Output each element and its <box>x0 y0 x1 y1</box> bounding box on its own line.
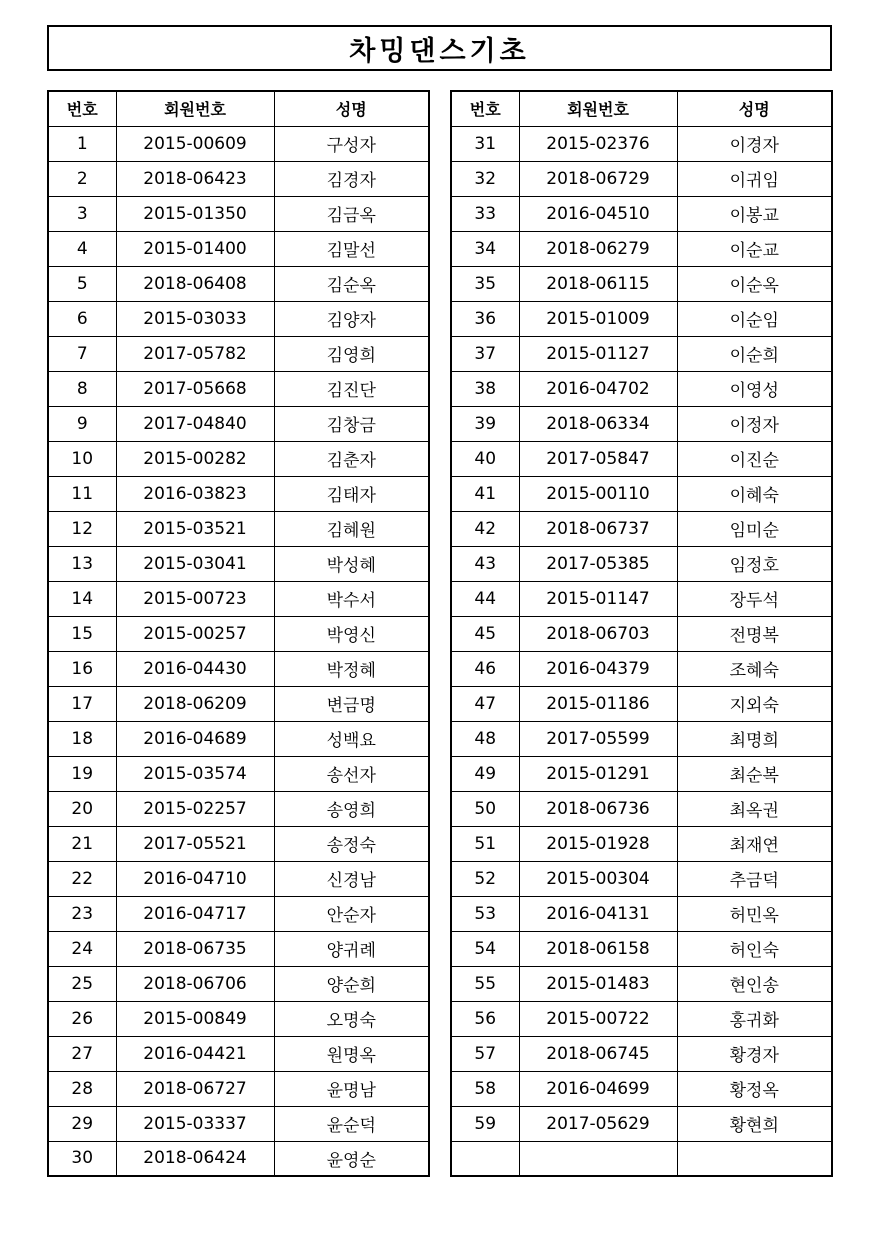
cell-no: 10 <box>48 441 116 476</box>
cell-no: 8 <box>48 371 116 406</box>
table-header-row <box>48 91 429 126</box>
cell-no: 6 <box>48 301 116 336</box>
cell-member-id: 2017-05668 <box>116 371 274 406</box>
cell-member-id: 2017-05599 <box>519 721 677 756</box>
cell-member-id: 2016-04379 <box>519 651 677 686</box>
table-row <box>451 1071 832 1106</box>
cell-name: 김경자 <box>274 161 429 196</box>
table-row <box>48 301 429 336</box>
cell-member-id: 2018-06727 <box>116 1071 274 1106</box>
table-row <box>48 1001 429 1036</box>
cell-name: 송영희 <box>274 791 429 826</box>
cell-no: 9 <box>48 406 116 441</box>
table-row <box>451 1106 832 1141</box>
cell-name: 이봉교 <box>677 196 832 231</box>
cell-name: 김춘자 <box>274 441 429 476</box>
table-row <box>451 1141 832 1176</box>
cell-no: 11 <box>48 476 116 511</box>
cell-member-id: 2016-04717 <box>116 896 274 931</box>
cell-member-id: 2018-06736 <box>519 791 677 826</box>
table-row <box>48 826 429 861</box>
table-header-row <box>451 91 832 126</box>
cell-member-id: 2017-05521 <box>116 826 274 861</box>
table-row <box>48 231 429 266</box>
cell-member-id: 2015-00110 <box>519 476 677 511</box>
cell-member-id: 2015-00609 <box>116 126 274 161</box>
cell-no: 13 <box>48 546 116 581</box>
table-row <box>48 756 429 791</box>
table-row <box>48 511 429 546</box>
cell-member-id: 2015-03033 <box>116 301 274 336</box>
cell-name: 최옥권 <box>677 791 832 826</box>
table-row <box>48 476 429 511</box>
table-row <box>451 931 832 966</box>
cell-name: 최명희 <box>677 721 832 756</box>
cell-no: 29 <box>48 1106 116 1141</box>
cell-member-id: 2016-04510 <box>519 196 677 231</box>
table-row <box>451 581 832 616</box>
cell-no: 19 <box>48 756 116 791</box>
table-row <box>48 861 429 896</box>
cell-no: 34 <box>451 231 519 266</box>
table-row <box>48 721 429 756</box>
cell-member-id: 2018-06745 <box>519 1036 677 1071</box>
cell-no: 31 <box>451 126 519 161</box>
table-row <box>451 441 832 476</box>
cell-member-id: 2015-01291 <box>519 756 677 791</box>
cell-no: 41 <box>451 476 519 511</box>
cell-member-id: 2015-01350 <box>116 196 274 231</box>
cell-member-id: 2018-06424 <box>116 1141 274 1176</box>
cell-name: 황경자 <box>677 1036 832 1071</box>
table-row <box>48 196 429 231</box>
table-row <box>451 511 832 546</box>
table-row <box>451 1036 832 1071</box>
cell-member-id: 2016-04702 <box>519 371 677 406</box>
table-row <box>451 1001 832 1036</box>
cell-no: 56 <box>451 1001 519 1036</box>
cell-no: 45 <box>451 616 519 651</box>
cell-name: 이영성 <box>677 371 832 406</box>
cell-member-id: 2015-03041 <box>116 546 274 581</box>
cell-no: 48 <box>451 721 519 756</box>
cell-name: 이순희 <box>677 336 832 371</box>
cell-member-id: 2017-05629 <box>519 1106 677 1141</box>
table-row <box>48 616 429 651</box>
cell-name: 김진단 <box>274 371 429 406</box>
cell-name: 이귀임 <box>677 161 832 196</box>
cell-no: 15 <box>48 616 116 651</box>
cell-no: 7 <box>48 336 116 371</box>
cell-name: 변금명 <box>274 686 429 721</box>
cell-name: 김태자 <box>274 476 429 511</box>
cell-name: 이순교 <box>677 231 832 266</box>
cell-no: 32 <box>451 161 519 196</box>
cell-no: 27 <box>48 1036 116 1071</box>
cell-member-id: 2016-04421 <box>116 1036 274 1071</box>
table-row <box>451 126 832 161</box>
header-member-id: 회원번호 <box>116 91 274 126</box>
table-row <box>451 371 832 406</box>
cell-no: 12 <box>48 511 116 546</box>
cell-no: 36 <box>451 301 519 336</box>
cell-name: 황현희 <box>677 1106 832 1141</box>
cell-member-id <box>519 1141 677 1176</box>
cell-name: 이정자 <box>677 406 832 441</box>
cell-member-id: 2015-00257 <box>116 616 274 651</box>
cell-name: 윤명남 <box>274 1071 429 1106</box>
cell-name: 박수서 <box>274 581 429 616</box>
cell-member-id: 2018-06703 <box>519 616 677 651</box>
member-table-left <box>47 90 430 1177</box>
cell-member-id: 2018-06334 <box>519 406 677 441</box>
cell-member-id: 2015-02257 <box>116 791 274 826</box>
cell-name: 임정호 <box>677 546 832 581</box>
cell-name: 양순희 <box>274 966 429 1001</box>
cell-member-id: 2015-03337 <box>116 1106 274 1141</box>
table-row <box>451 196 832 231</box>
cell-no: 2 <box>48 161 116 196</box>
table-row <box>451 546 832 581</box>
table-row <box>48 686 429 721</box>
cell-name: 김혜원 <box>274 511 429 546</box>
table-row <box>48 931 429 966</box>
cell-no: 5 <box>48 266 116 301</box>
header-member-id: 회원번호 <box>519 91 677 126</box>
cell-name: 송정숙 <box>274 826 429 861</box>
table-row <box>48 161 429 196</box>
cell-name: 이진순 <box>677 441 832 476</box>
table-row <box>48 581 429 616</box>
table-row <box>48 1106 429 1141</box>
member-table-right <box>450 90 833 1177</box>
cell-member-id: 2017-04840 <box>116 406 274 441</box>
cell-member-id: 2018-06735 <box>116 931 274 966</box>
cell-no: 22 <box>48 861 116 896</box>
cell-no: 53 <box>451 896 519 931</box>
cell-no: 17 <box>48 686 116 721</box>
table-row <box>451 476 832 511</box>
cell-name: 김창금 <box>274 406 429 441</box>
cell-no: 26 <box>48 1001 116 1036</box>
cell-name: 이혜숙 <box>677 476 832 511</box>
table-row <box>48 371 429 406</box>
cell-no: 20 <box>48 791 116 826</box>
cell-no: 14 <box>48 581 116 616</box>
cell-name: 신경남 <box>274 861 429 896</box>
cell-name: 구성자 <box>274 126 429 161</box>
table-row <box>451 406 832 441</box>
cell-member-id: 2017-05782 <box>116 336 274 371</box>
cell-no: 18 <box>48 721 116 756</box>
cell-member-id: 2015-01147 <box>519 581 677 616</box>
table-row <box>48 336 429 371</box>
cell-name: 추금덕 <box>677 861 832 896</box>
table-row <box>48 1036 429 1071</box>
cell-member-id: 2018-06729 <box>519 161 677 196</box>
cell-no: 42 <box>451 511 519 546</box>
cell-member-id: 2018-06158 <box>519 931 677 966</box>
cell-member-id: 2016-04430 <box>116 651 274 686</box>
table-row <box>451 966 832 1001</box>
table-row <box>451 861 832 896</box>
cell-no: 38 <box>451 371 519 406</box>
cell-member-id: 2016-04710 <box>116 861 274 896</box>
cell-member-id: 2017-05385 <box>519 546 677 581</box>
cell-member-id: 2016-04699 <box>519 1071 677 1106</box>
cell-member-id: 2015-02376 <box>519 126 677 161</box>
cell-no: 39 <box>451 406 519 441</box>
cell-name: 안순자 <box>274 896 429 931</box>
cell-member-id: 2015-00282 <box>116 441 274 476</box>
cell-no: 46 <box>451 651 519 686</box>
cell-name: 박영신 <box>274 616 429 651</box>
cell-name: 김영희 <box>274 336 429 371</box>
header-no: 번호 <box>451 91 519 126</box>
cell-name: 황정옥 <box>677 1071 832 1106</box>
cell-name: 임미순 <box>677 511 832 546</box>
cell-member-id: 2015-01400 <box>116 231 274 266</box>
header-name: 성명 <box>677 91 832 126</box>
table-row <box>451 791 832 826</box>
cell-no: 28 <box>48 1071 116 1106</box>
cell-no: 25 <box>48 966 116 1001</box>
cell-no: 1 <box>48 126 116 161</box>
cell-member-id: 2015-01127 <box>519 336 677 371</box>
table-row <box>451 161 832 196</box>
cell-name: 이순임 <box>677 301 832 336</box>
cell-member-id: 2018-06209 <box>116 686 274 721</box>
cell-no: 43 <box>451 546 519 581</box>
cell-no: 49 <box>451 756 519 791</box>
cell-no: 47 <box>451 686 519 721</box>
cell-no: 23 <box>48 896 116 931</box>
table-row <box>48 791 429 826</box>
cell-name: 이경자 <box>677 126 832 161</box>
cell-name <box>677 1141 832 1176</box>
cell-member-id: 2015-03574 <box>116 756 274 791</box>
cell-no: 30 <box>48 1141 116 1176</box>
table-row <box>48 406 429 441</box>
table-row <box>48 266 429 301</box>
cell-name: 박정혜 <box>274 651 429 686</box>
cell-no: 51 <box>451 826 519 861</box>
table-row <box>451 721 832 756</box>
table-row <box>48 126 429 161</box>
cell-name: 김말선 <box>274 231 429 266</box>
header-name: 성명 <box>274 91 429 126</box>
cell-member-id: 2015-00723 <box>116 581 274 616</box>
table-row <box>451 301 832 336</box>
cell-name: 윤영순 <box>274 1141 429 1176</box>
cell-member-id: 2015-00304 <box>519 861 677 896</box>
cell-member-id: 2015-01009 <box>519 301 677 336</box>
cell-name: 조혜숙 <box>677 651 832 686</box>
cell-member-id: 2016-03823 <box>116 476 274 511</box>
cell-name: 허민옥 <box>677 896 832 931</box>
cell-member-id: 2016-04689 <box>116 721 274 756</box>
cell-no: 35 <box>451 266 519 301</box>
cell-name: 장두석 <box>677 581 832 616</box>
cell-name: 허인숙 <box>677 931 832 966</box>
cell-member-id: 2018-06706 <box>116 966 274 1001</box>
cell-name: 김순옥 <box>274 266 429 301</box>
cell-member-id: 2015-03521 <box>116 511 274 546</box>
cell-member-id: 2018-06408 <box>116 266 274 301</box>
table-row <box>48 651 429 686</box>
cell-no: 50 <box>451 791 519 826</box>
cell-no: 55 <box>451 966 519 1001</box>
cell-member-id: 2015-01483 <box>519 966 677 1001</box>
cell-no: 59 <box>451 1106 519 1141</box>
cell-name: 양귀례 <box>274 931 429 966</box>
table-row <box>48 546 429 581</box>
cell-name: 송선자 <box>274 756 429 791</box>
cell-no: 21 <box>48 826 116 861</box>
table-row <box>451 616 832 651</box>
cell-no: 58 <box>451 1071 519 1106</box>
cell-name: 홍귀화 <box>677 1001 832 1036</box>
cell-no <box>451 1141 519 1176</box>
cell-member-id: 2018-06423 <box>116 161 274 196</box>
cell-member-id: 2017-05847 <box>519 441 677 476</box>
cell-member-id: 2018-06737 <box>519 511 677 546</box>
table-row <box>48 1141 429 1176</box>
cell-no: 40 <box>451 441 519 476</box>
cell-member-id: 2015-01186 <box>519 686 677 721</box>
cell-name: 윤순덕 <box>274 1106 429 1141</box>
table-row <box>451 896 832 931</box>
cell-no: 52 <box>451 861 519 896</box>
table-row <box>451 336 832 371</box>
cell-name: 전명복 <box>677 616 832 651</box>
table-row <box>48 1071 429 1106</box>
cell-member-id: 2018-06279 <box>519 231 677 266</box>
cell-name: 오명숙 <box>274 1001 429 1036</box>
cell-no: 37 <box>451 336 519 371</box>
cell-name: 성백요 <box>274 721 429 756</box>
cell-member-id: 2015-00722 <box>519 1001 677 1036</box>
table-row <box>48 896 429 931</box>
cell-no: 3 <box>48 196 116 231</box>
header-no: 번호 <box>48 91 116 126</box>
cell-no: 44 <box>451 581 519 616</box>
table-row <box>451 266 832 301</box>
cell-no: 24 <box>48 931 116 966</box>
table-row <box>451 231 832 266</box>
cell-no: 57 <box>451 1036 519 1071</box>
cell-name: 박성혜 <box>274 546 429 581</box>
table-row <box>48 441 429 476</box>
cell-no: 33 <box>451 196 519 231</box>
cell-member-id: 2015-00849 <box>116 1001 274 1036</box>
cell-name: 김양자 <box>274 301 429 336</box>
cell-member-id: 2018-06115 <box>519 266 677 301</box>
cell-no: 4 <box>48 231 116 266</box>
table-row <box>451 651 832 686</box>
cell-no: 54 <box>451 931 519 966</box>
cell-member-id: 2016-04131 <box>519 896 677 931</box>
cell-no: 16 <box>48 651 116 686</box>
cell-name: 최재연 <box>677 826 832 861</box>
cell-name: 최순복 <box>677 756 832 791</box>
cell-name: 원명옥 <box>274 1036 429 1071</box>
cell-name: 김금옥 <box>274 196 429 231</box>
table-row <box>48 966 429 1001</box>
table-row <box>451 756 832 791</box>
cell-name: 현인송 <box>677 966 832 1001</box>
cell-name: 이순옥 <box>677 266 832 301</box>
table-row <box>451 826 832 861</box>
cell-member-id: 2015-01928 <box>519 826 677 861</box>
cell-name: 지외숙 <box>677 686 832 721</box>
table-row <box>451 686 832 721</box>
page-title: 차밍댄스기초 <box>47 25 832 71</box>
